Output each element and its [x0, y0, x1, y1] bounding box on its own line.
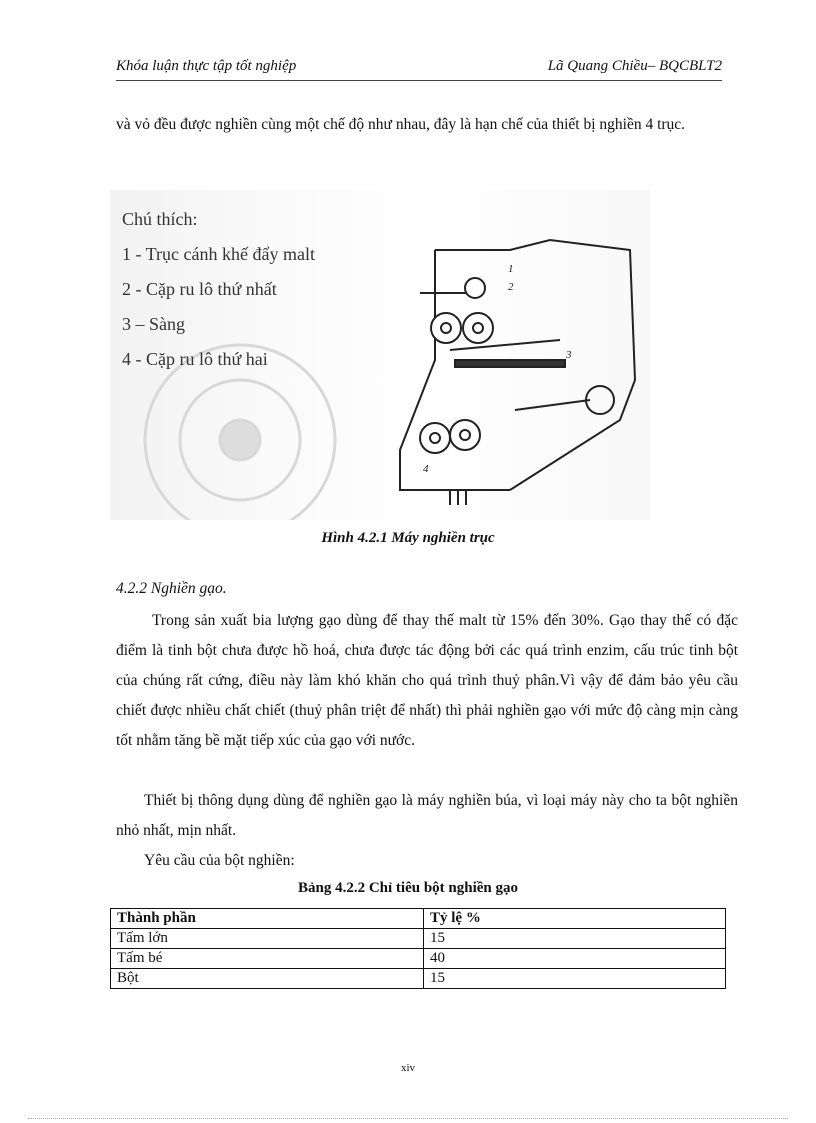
table-header-row: [111, 909, 726, 929]
paragraph-rice: Trong sản xuất bia lượng gạo dùng để thay thế malt từ 15% đến 30%. Gạo thay thế có đặc điểm là tinh bột chưa được hồ hoá, chưa được tác động bởi các quá trình enzim, cấu trúc tinh bột của chúng rất cứng, điều này làm khó khăn cho quá trình thuỷ phân.Vì vậy để đảm bảo yêu cầu chiết được nhiều chất chiết (thuỷ phân triệt để nhất) thì phải nghiền gạo với mức độ càng mịn càng tốt nhằm tăng bề mặt tiếp xúc của gạo với nước.: [116, 612, 738, 749]
header-right: Lã Quang Chiều– BQCBLT2: [547, 58, 722, 74]
table-cell: 40: [424, 949, 726, 969]
legend-item: 4 - Cặp ru lô thứ hai: [122, 349, 268, 369]
paragraph-intro: và vỏ đều được nghiền cùng một chế độ như nhau, đây là hạn chế của thiết bị nghiền 4 trục.: [116, 116, 686, 133]
header-cell: Tỷ lệ %: [424, 909, 726, 929]
table-cell: 15: [424, 969, 726, 989]
page-bottom-divider: [28, 1118, 788, 1119]
paragraph-requirements: Yêu cầu của bột nghiền:: [144, 852, 295, 869]
table-row: [111, 949, 726, 969]
page-header: [116, 56, 722, 81]
legend-item: 1 - Trục cánh khế đẩy malt: [122, 244, 315, 264]
table-cell: Bột: [111, 969, 424, 989]
paragraph-equipment: Thiết bị thông dụng dùng để nghiền gạo là máy nghiền búa, vì loại máy này cho ta bột nghiền nhỏ nhất, mịn nhất.: [116, 792, 738, 839]
table-cell: Tấm lớn: [111, 929, 424, 949]
page-number: xiv: [400, 1062, 416, 1074]
flour-spec-table: [110, 908, 726, 989]
section-title: 4.2.2 Nghiền gạo.: [116, 580, 227, 597]
machine-outline: [400, 240, 635, 505]
table-caption: Bảng 4.2.2 Chỉ tiêu bột nghiền gạo: [297, 880, 519, 896]
figure-caption: Hình 4.2.1 Máy nghiền trục: [321, 530, 495, 546]
header-left: Khóa luận thực tập tốt nghiệp: [116, 58, 297, 74]
legend-title: Chú thích:: [122, 209, 198, 229]
table-cell: Tấm bé: [111, 949, 424, 969]
header-cell: Thành phần: [111, 909, 424, 929]
callout-2: 2: [508, 281, 514, 293]
legend-item: 2 - Cặp ru lô thứ nhất: [122, 279, 277, 299]
legend-item: 3 – Sàng: [122, 314, 185, 334]
figure-legend: [122, 202, 315, 377]
callout-4: 4: [423, 463, 429, 475]
callout-3: 3: [566, 349, 572, 361]
table-row: [111, 969, 726, 989]
callout-1: 1: [508, 263, 514, 275]
table-row: [111, 929, 726, 949]
table-cell: 15: [424, 929, 726, 949]
figure-roller-mill: [110, 190, 650, 520]
